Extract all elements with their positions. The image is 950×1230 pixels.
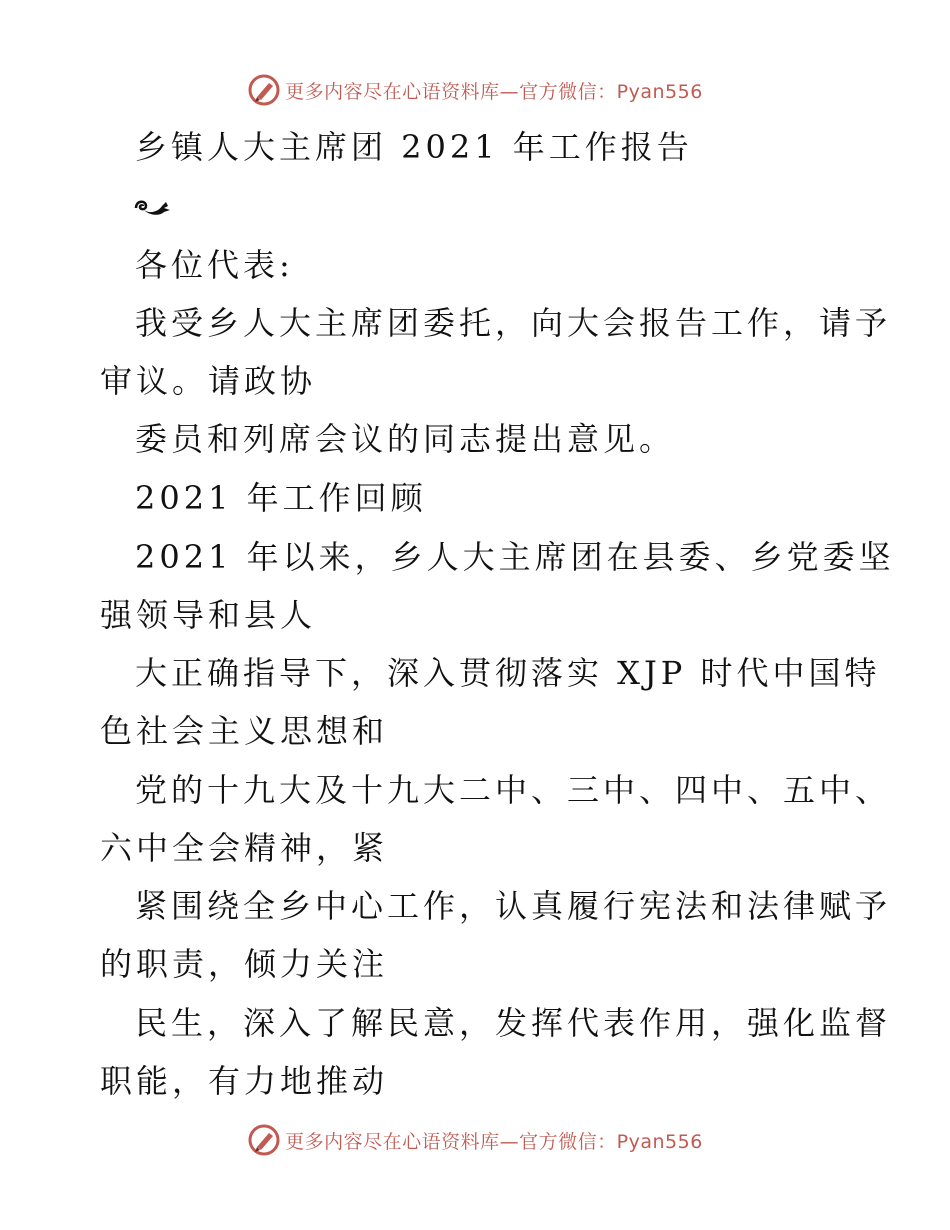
text-line: 大正确指导下，深入贯彻落实 XJP 时代中国特 [135, 654, 881, 692]
text-line: 的职责，倾力关注 [100, 945, 389, 983]
header-banner [0, 70, 950, 110]
header-banner-text: 更多内容尽在心语资料库—官方微信：Pyan556 [285, 80, 703, 103]
scroll-ornament-icon [132, 194, 174, 218]
text-line: 2021 年以来，乡人大主席团在县委、乡党委坚 [135, 538, 895, 576]
text-line: 我受乡人大主席团委托，向大会报告工作，请予 [135, 304, 892, 342]
text-line: 党的十九大及十九大二中、三中、四中、五中、 [135, 771, 892, 809]
text-line: 色社会主义思想和 [100, 712, 389, 750]
section-heading: 2021 年工作回顾 [135, 479, 427, 517]
text-line: 各位代表: [135, 246, 294, 284]
text-line: 民生，深入了解民意，发挥代表作用，强化监督 [135, 1004, 892, 1042]
footer-banner [0, 1120, 950, 1160]
document-title: 乡镇人大主席团 2021 年工作报告 [135, 128, 693, 166]
pen-logo-icon [247, 1123, 281, 1157]
footer-banner-text: 更多内容尽在心语资料库—官方微信：Pyan556 [285, 1130, 703, 1153]
text-line: 职能，有力地推动 [100, 1062, 389, 1100]
text-line: 紧围绕全乡中心工作，认真履行宪法和法律赋予 [135, 887, 892, 925]
text-line: 审议。请政协 [100, 362, 317, 400]
text-line: 强领导和县人 [100, 596, 317, 634]
pen-logo-icon [247, 73, 281, 107]
text-line: 六中全会精神，紧 [100, 829, 389, 867]
text-line: 委员和列席会议的同志提出意见。 [135, 420, 676, 458]
